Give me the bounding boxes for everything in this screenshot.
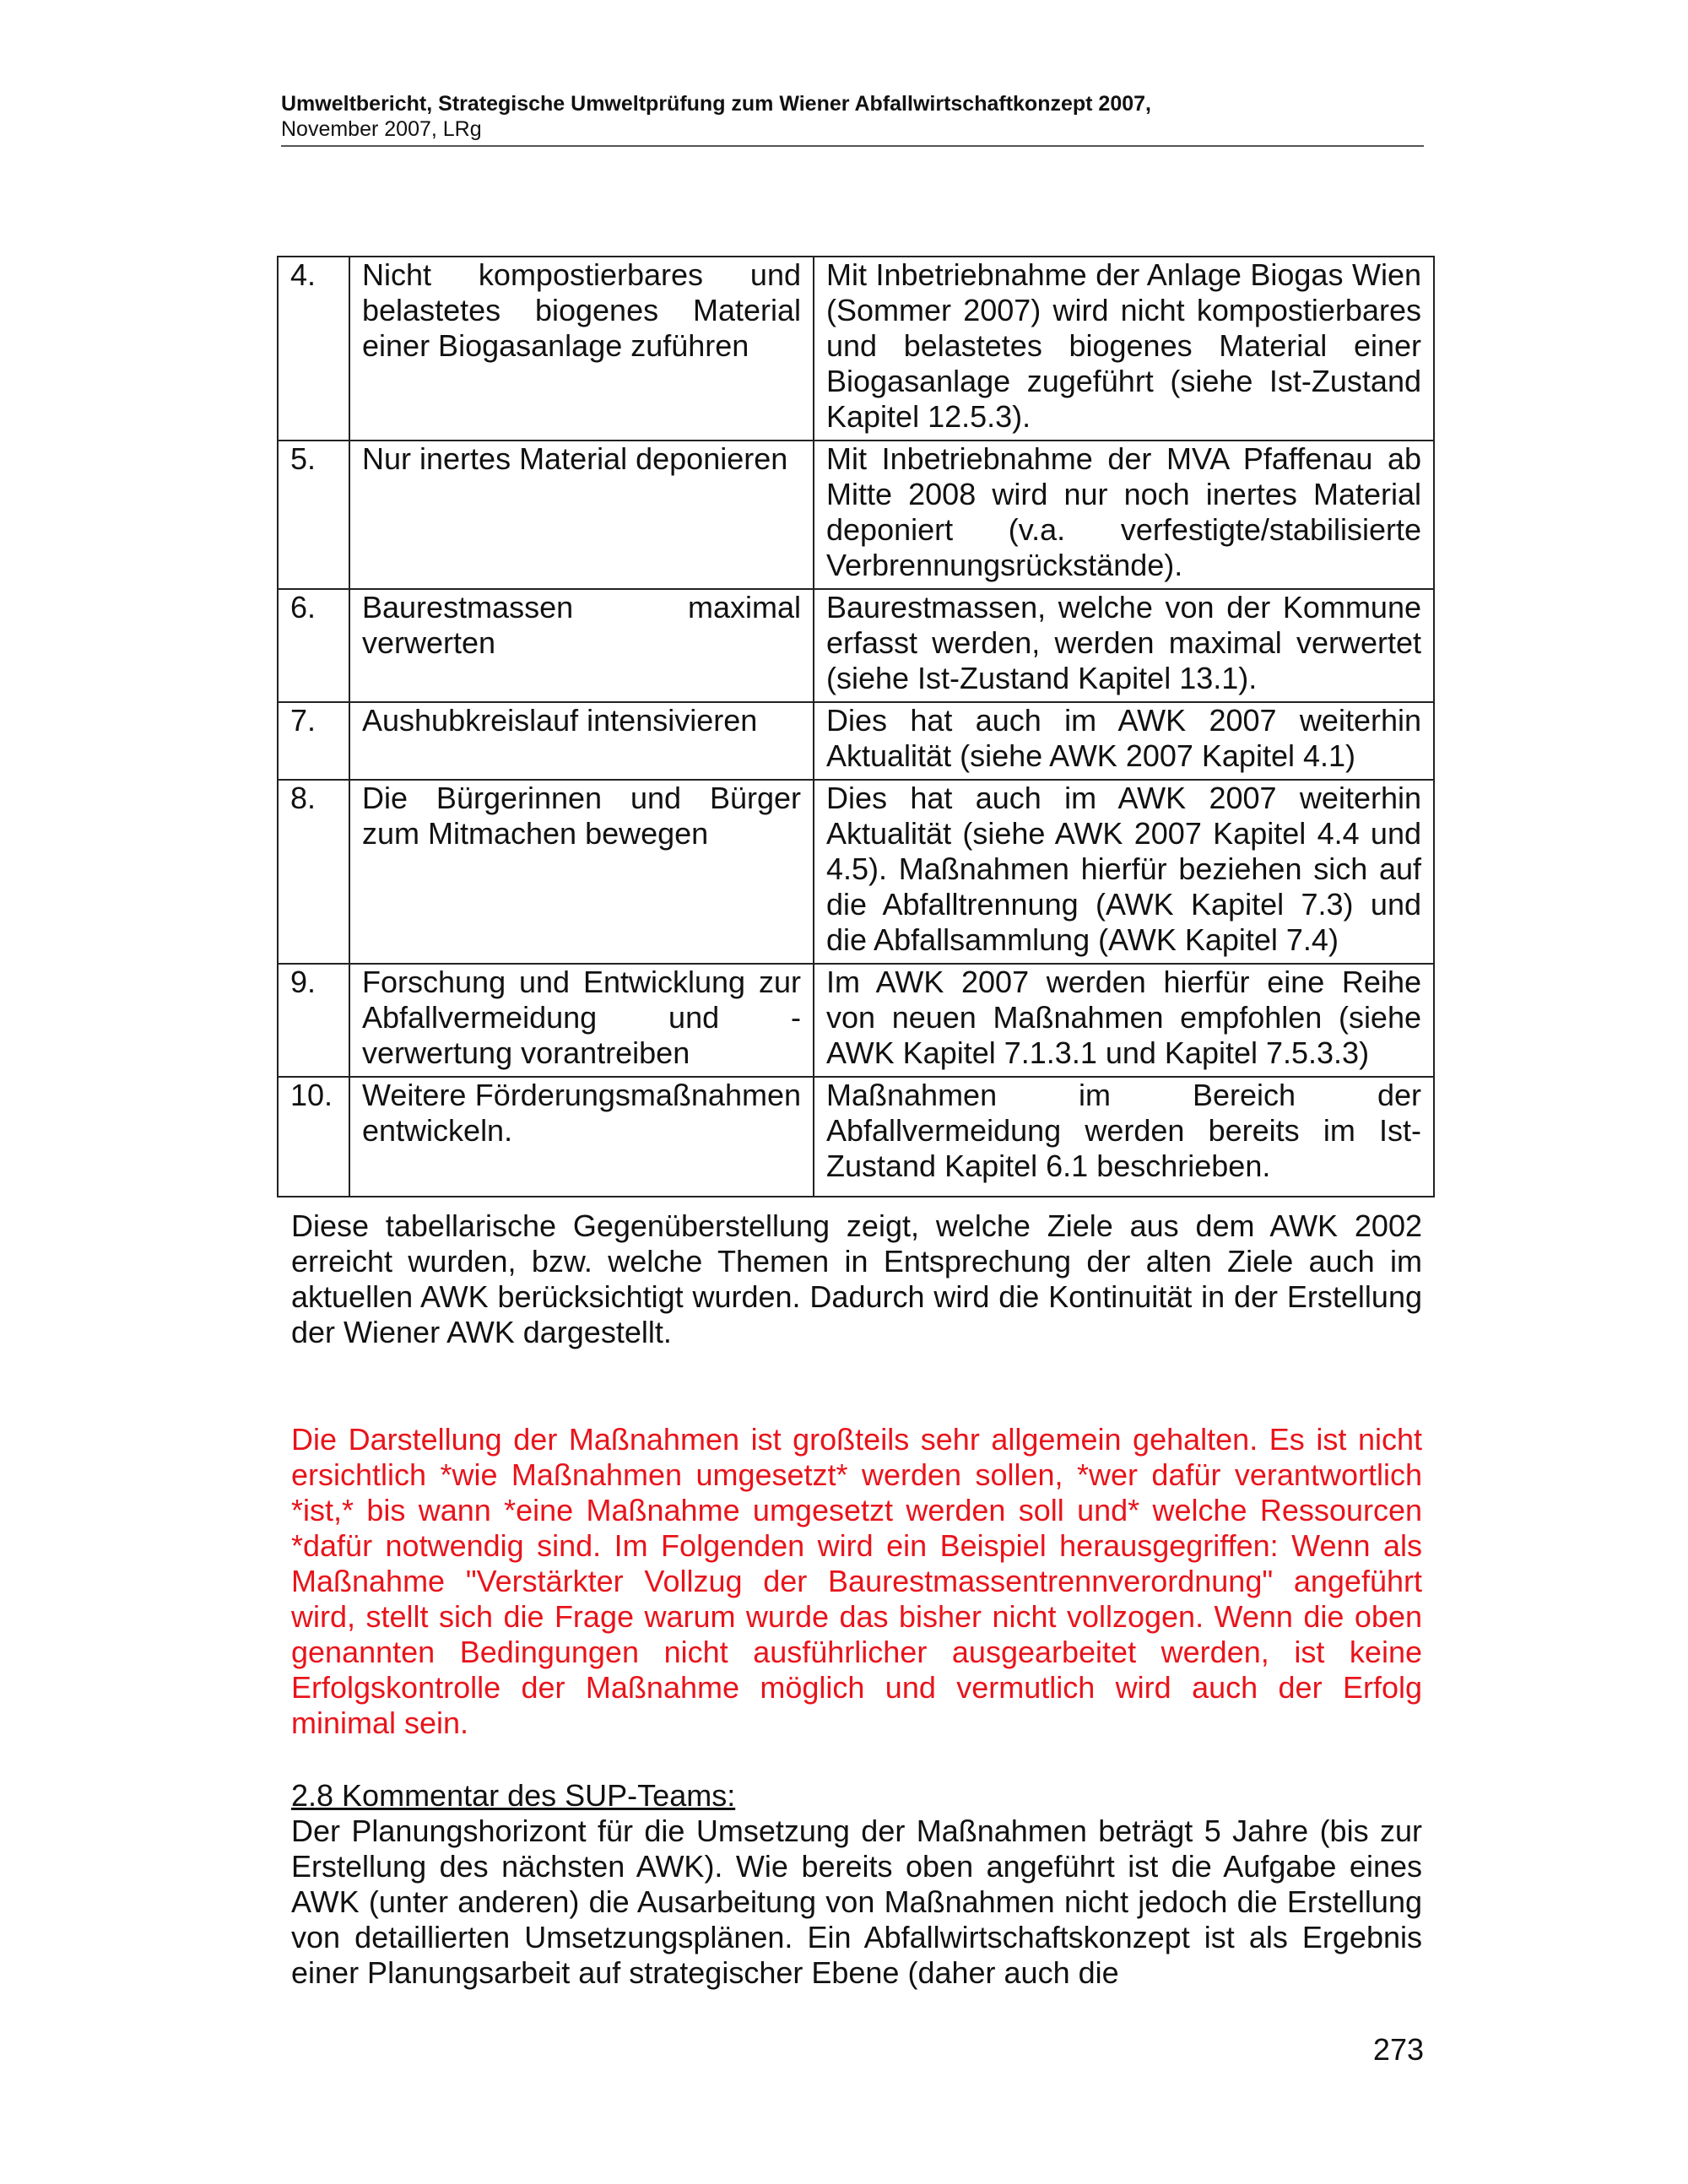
section-body: Der Planungshorizont für die Umsetzung der Maßnahmen beträgt 5 Jahre (bis zur Erstellung des nächsten AWK). Wie bereits oben angeführt ist die Aufgabe eines AWK (unter anderen) die Ausarbeitung von Maßnahmen nicht jedoch die Erstellung von detaillierten Umsetzungsplänen. Ein Abfallwirtschaftskonzept ist als Ergebnis einer Planungsarbeit auf strategischer Ebene (daher auch die	[291, 1814, 1422, 1990]
table-row	[278, 257, 1434, 441]
row-goal: Baurestmassen maximal verwerten	[349, 589, 814, 702]
section-heading: 2.8 Kommentar des SUP-Teams:	[291, 1778, 736, 1813]
page-header	[281, 91, 1424, 147]
table-row	[278, 1077, 1434, 1197]
row-number: 4.	[278, 257, 349, 441]
table-row	[278, 702, 1434, 780]
row-number: 6.	[278, 589, 349, 702]
row-number: 8.	[278, 780, 349, 964]
table-row	[278, 780, 1434, 964]
row-goal: Weitere Förderungsmaßnahmen entwickeln.	[349, 1077, 814, 1197]
row-status: Dies hat auch im AWK 2007 weiterhin Aktualität (siehe AWK 2007 Kapitel 4.4 und 4.5). Maßnahmen hierfür beziehen sich auf die Abfalltrennung (AWK Kapitel 7.3) und die Abfallsammlung (AWK Kapitel 7.4)	[814, 780, 1434, 964]
row-status: Baurestmassen, welche von der Kommune erfasst werden, werden maximal verwertet (siehe Ist-Zustand Kapitel 13.1).	[814, 589, 1434, 702]
row-number: 9.	[278, 964, 349, 1077]
table-row	[278, 589, 1434, 702]
table-row	[278, 964, 1434, 1077]
page-number: 273	[1372, 2032, 1424, 2067]
goals-table	[277, 256, 1435, 1197]
section-kommentar	[291, 1778, 1422, 1991]
row-number: 10.	[278, 1077, 349, 1197]
row-status: Dies hat auch im AWK 2007 weiterhin Aktualität (siehe AWK 2007 Kapitel 4.1)	[814, 702, 1434, 780]
row-number: 7.	[278, 702, 349, 780]
row-goal: Nicht kompostierbares und belastetes biogenes Material einer Biogasanlage zuführen	[349, 257, 814, 441]
row-goal: Nur inertes Material deponieren	[349, 441, 814, 589]
header-title: Umweltbericht, Strategische Umweltprüfung zum Wiener Abfallwirtschaftkonzept 2007,	[281, 92, 1151, 116]
comment-paragraph: Die Darstellung der Maßnahmen ist großteils sehr allgemein gehalten. Es ist nicht ersichtlich *wie Maßnahmen umgesetzt* werden sollen, *wer dafür verantwortlich *ist,* bis wann *eine Maßnahme umgesetzt werden soll und* welche Ressourcen *dafür notwendig sind. Im Folgenden wird ein Beispiel herausgegriffen: Wenn als Maßnahme "Verstärkter Vollzug der Baurestmassentrennverordnung" angeführt wird, stellt sich die Frage warum wurde das bisher nicht vollzogen. Wenn die oben genannten Bedingungen nicht ausführlicher ausgearbeitet werden, ist keine Erfolgskontrolle der Maßnahme möglich und vermutlich wird auch der Erfolg minimal sein.	[291, 1422, 1422, 1740]
row-status: Im AWK 2007 werden hierfür eine Reihe von neuen Maßnahmen empfohlen (siehe AWK Kapitel 7.1.3.1 und Kapitel 7.5.3.3)	[814, 964, 1434, 1077]
table-row	[278, 441, 1434, 589]
row-goal: Aushubkreislauf intensivieren	[349, 702, 814, 780]
row-goal: Forschung und Entwicklung zur Abfallvermeidung und -verwertung vorantreiben	[349, 964, 814, 1077]
row-status: Mit Inbetriebnahme der Anlage Biogas Wien (Sommer 2007) wird nicht kompostierbares und belastetes biogenes Material einer Biogasanlage zugeführt (siehe Ist-Zustand Kapitel 12.5.3).	[814, 257, 1434, 441]
row-status: Maßnahmen im Bereich der Abfallvermeidung werden bereits im Ist-Zustand Kapitel 6.1 beschrieben.	[814, 1077, 1434, 1197]
header-subtitle: November 2007, LRg	[281, 117, 482, 141]
row-goal: Die Bürgerinnen und Bürger zum Mitmachen bewegen	[349, 780, 814, 964]
summary-paragraph: Diese tabellarische Gegenüberstellung zeigt, welche Ziele aus dem AWK 2002 erreicht wurden, bzw. welche Themen in Entsprechung der alten Ziele auch im aktuellen AWK berücksichtigt wurden. Dadurch wird die Kontinuität in der Erstellung der Wiener AWK dargestellt.	[291, 1208, 1422, 1349]
row-status: Mit Inbetriebnahme der MVA Pfaffenau ab Mitte 2008 wird nur noch inertes Material deponiert (v.a. verfestigte/stabilisierte Verbrennungsrückstände).	[814, 441, 1434, 589]
row-number: 5.	[278, 441, 349, 589]
